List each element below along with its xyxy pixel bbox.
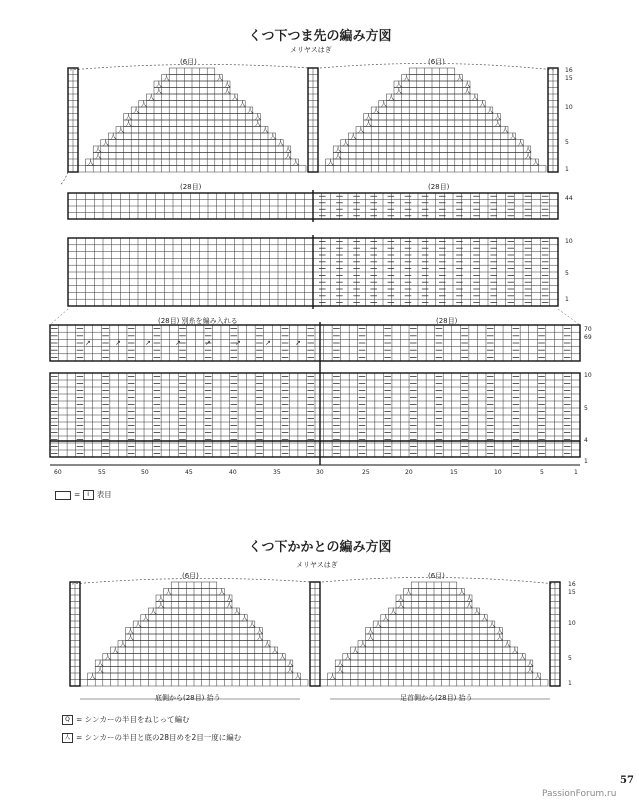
decrease-mark: 人 — [286, 659, 294, 668]
decrease-mark: 人 — [524, 145, 532, 154]
decrease-mark: 人 — [261, 126, 269, 135]
decrease-mark: 人 — [119, 640, 127, 649]
decrease-mark: 人 — [256, 627, 264, 636]
decrease-mark: 人 — [277, 139, 285, 148]
decrease-mark: 人 — [286, 666, 294, 675]
decrease-mark: 人 — [284, 145, 292, 154]
decrease-mark: 人 — [519, 653, 527, 662]
decrease-mark: 人 — [397, 594, 405, 603]
decrease-mark: 人 — [526, 666, 534, 675]
decrease-mark: 人 — [269, 132, 277, 141]
decrease-mark: 人 — [284, 152, 292, 161]
decrease-mark: 人 — [397, 601, 405, 610]
decrease-mark: 人 — [256, 633, 264, 642]
decrease-mark: 人 — [357, 126, 365, 135]
decrease-mark: 人 — [231, 93, 239, 102]
decrease-mark: 人 — [279, 653, 287, 662]
legend-twist — [62, 714, 189, 725]
decrease-mark: 人 — [471, 93, 479, 102]
decrease-mark: 人 — [248, 620, 256, 629]
row-label: 44 — [565, 195, 573, 202]
decrease-mark: 人 — [465, 601, 473, 610]
decrease-mark: 人 — [155, 87, 163, 96]
col-label: 50 — [141, 469, 149, 476]
toe-graft-label: メリヤスはぎ — [290, 46, 332, 54]
decrease-mark: 人 — [465, 594, 473, 603]
decrease-mark: 人 — [96, 659, 104, 668]
decrease-mark: 人 — [494, 113, 502, 122]
decrease-mark: 人 — [479, 100, 487, 109]
decrease-mark: 人 — [109, 132, 117, 141]
waste-yarn-mark: ↗ — [235, 339, 241, 347]
col-label: 35 — [273, 469, 281, 476]
decrease-mark: 人 — [517, 139, 525, 148]
decrease-mark: 人 — [532, 158, 540, 167]
legend-k2tog-text: = シンカーの半目と底の28目めを2目一度に編む — [76, 733, 242, 742]
decrease-mark: 人 — [157, 601, 165, 610]
legend-k2tog — [62, 732, 241, 743]
row-label: 10 — [565, 104, 573, 111]
row-label: 10 — [584, 372, 592, 379]
decrease-mark: 人 — [142, 614, 150, 623]
site-watermark: PassionForum.ru — [542, 789, 617, 799]
col-label: 55 — [98, 469, 106, 476]
decrease-mark: 人 — [336, 659, 344, 668]
decrease-mark: 人 — [165, 588, 173, 597]
decrease-mark: 人 — [496, 633, 504, 642]
decrease-mark: 人 — [342, 139, 350, 148]
heel-bottom-left: 底側から(28目) 拾う — [155, 694, 221, 702]
waste-yarn-mark: ↗ — [295, 339, 301, 347]
row-label: 5 — [565, 270, 569, 277]
heel-graft-label: メリヤスはぎ — [296, 561, 338, 569]
decrease-mark: 人 — [96, 666, 104, 675]
toe-chart-title: くつ下つま先の編み方図 — [248, 29, 392, 44]
row-label: 69 — [584, 334, 592, 341]
toe-6-right: (6目) — [428, 58, 445, 66]
legend-knit-text: 表目 — [96, 490, 112, 499]
decrease-mark: 人 — [349, 132, 357, 141]
decrease-mark: 人 — [334, 152, 342, 161]
decrease-mark: 人 — [246, 106, 254, 115]
heel-6-left: (6目) — [182, 572, 199, 580]
decrease-mark: 人 — [294, 672, 302, 681]
decrease-mark: 人 — [534, 672, 542, 681]
row-label: 5 — [584, 405, 588, 412]
row-label: 5 — [568, 655, 572, 662]
decrease-mark: 人 — [351, 646, 359, 655]
decrease-mark: 人 — [223, 80, 231, 89]
decrease-mark: 人 — [117, 126, 125, 135]
decrease-mark: 人 — [94, 152, 102, 161]
decrease-mark: 人 — [149, 607, 157, 616]
k2tog-symbol: 人 — [62, 733, 73, 743]
col-label: 45 — [185, 469, 193, 476]
waste-yarn-mark: ↗ — [205, 339, 211, 347]
decrease-mark: 人 — [241, 614, 249, 623]
waste-yarn-mark: ↗ — [115, 339, 121, 347]
decrease-mark: 人 — [367, 633, 375, 642]
decrease-mark: 人 — [526, 659, 534, 668]
col-label: 10 — [494, 469, 502, 476]
decrease-mark: 人 — [134, 620, 142, 629]
col-label: 20 — [405, 469, 413, 476]
decrease-mark: 人 — [233, 607, 241, 616]
row-label: 5 — [565, 139, 569, 146]
decrease-mark: 人 — [254, 119, 262, 128]
decrease-mark: 人 — [239, 100, 247, 109]
decrease-mark: 人 — [405, 588, 413, 597]
knit-symbol: I — [83, 490, 94, 500]
decrease-mark: 人 — [147, 93, 155, 102]
decrease-mark: 人 — [494, 119, 502, 128]
decrease-mark: 人 — [387, 93, 395, 102]
row-label: 4 — [584, 437, 588, 444]
waste-yarn-mark: ↗ — [145, 339, 151, 347]
decrease-mark: 人 — [365, 113, 373, 122]
decrease-mark: 人 — [104, 653, 112, 662]
decrease-mark: 人 — [372, 106, 380, 115]
waste-yarn-mark: ↗ — [85, 339, 91, 347]
decrease-mark: 人 — [374, 620, 382, 629]
row-label: 1 — [565, 296, 569, 303]
decrease-mark: 人 — [486, 106, 494, 115]
heel-triangle-right — [320, 582, 548, 686]
decrease-mark: 人 — [456, 74, 464, 83]
row-label: 16 — [565, 67, 573, 74]
toe-6-left: (6目) — [180, 58, 197, 66]
decrease-mark: 人 — [327, 158, 335, 167]
decrease-mark: 人 — [94, 145, 102, 154]
decrease-mark: 人 — [365, 119, 373, 128]
decrease-mark: 人 — [127, 633, 135, 642]
toe-triangle-left — [78, 68, 306, 172]
row-label: 15 — [565, 75, 573, 82]
row-label: 10 — [568, 620, 576, 627]
decrease-mark: 人 — [503, 640, 511, 649]
col-label: 25 — [362, 469, 370, 476]
decrease-mark: 人 — [509, 132, 517, 141]
decrease-mark: 人 — [218, 588, 226, 597]
col-label: 1 — [574, 469, 578, 476]
row-label: 1 — [568, 680, 572, 687]
heel-chart-title: くつ下かかとの編み方図 — [248, 540, 392, 555]
decrease-mark: 人 — [87, 158, 95, 167]
decrease-mark: 人 — [511, 646, 519, 655]
decrease-mark: 人 — [125, 113, 133, 122]
decrease-mark: 人 — [132, 106, 140, 115]
decrease-mark: 人 — [125, 119, 133, 128]
decrease-mark: 人 — [155, 80, 163, 89]
decrease-mark: 人 — [367, 627, 375, 636]
toe-28-lower: (28目) — [436, 317, 458, 325]
decrease-mark: 人 — [344, 653, 352, 662]
col-label: 30 — [316, 469, 324, 476]
col-label: 5 — [540, 469, 544, 476]
row-label: 15 — [568, 589, 576, 596]
decrease-mark: 人 — [163, 74, 171, 83]
waste-yarn-mark: ↗ — [175, 339, 181, 347]
decrease-mark: 人 — [395, 87, 403, 96]
waste-yarn-mark: ↗ — [265, 339, 271, 347]
legend-empty-box — [55, 491, 71, 500]
decrease-mark: 人 — [292, 158, 300, 167]
decrease-mark: 人 — [271, 646, 279, 655]
decrease-mark: 人 — [382, 614, 390, 623]
decrease-mark: 人 — [463, 80, 471, 89]
decrease-mark: 人 — [403, 74, 411, 83]
row-label: 1 — [565, 166, 569, 173]
heel-bottom-right: 足首側から(28目) 拾う — [400, 694, 473, 702]
decrease-mark: 人 — [216, 74, 224, 83]
row-label: 10 — [565, 238, 573, 245]
decrease-mark: 人 — [501, 126, 509, 135]
decrease-mark: 人 — [359, 640, 367, 649]
decrease-mark: 人 — [481, 614, 489, 623]
decrease-mark: 人 — [157, 594, 165, 603]
decrease-mark: 人 — [395, 80, 403, 89]
row-label: 70 — [584, 326, 592, 333]
decrease-mark: 人 — [263, 640, 271, 649]
decrease-mark: 人 — [329, 672, 337, 681]
col-label: 40 — [229, 469, 237, 476]
twist-symbol: Q — [62, 715, 73, 725]
col-label: 15 — [450, 469, 458, 476]
toe-triangle-right — [318, 68, 546, 172]
decrease-mark: 人 — [524, 152, 532, 161]
decrease-mark: 人 — [102, 139, 110, 148]
decrease-mark: 人 — [380, 100, 388, 109]
legend-knit: = I 表目 — [55, 489, 112, 500]
decrease-mark: 人 — [223, 87, 231, 96]
decrease-mark: 人 — [140, 100, 148, 109]
row-label: 1 — [584, 458, 588, 465]
toe-28-right: (28目) — [428, 183, 450, 191]
decrease-mark: 人 — [463, 87, 471, 96]
page-number: 57 — [620, 775, 634, 786]
toe-28-left: (28目) — [180, 183, 202, 191]
decrease-mark: 人 — [127, 627, 135, 636]
decrease-mark: 人 — [89, 672, 97, 681]
decrease-mark: 人 — [225, 594, 233, 603]
decrease-mark: 人 — [111, 646, 119, 655]
legend-twist-text: = シンカーの半目をねじって編む — [76, 715, 190, 724]
decrease-mark: 人 — [488, 620, 496, 629]
decrease-mark: 人 — [334, 145, 342, 154]
decrease-mark: 人 — [336, 666, 344, 675]
row-label: 16 — [568, 581, 576, 588]
heel-6-right: (6目) — [428, 572, 445, 580]
decrease-mark: 人 — [254, 113, 262, 122]
heel-triangle-left — [80, 582, 308, 686]
col-label: 60 — [54, 469, 62, 476]
decrease-mark: 人 — [458, 588, 466, 597]
decrease-mark: 人 — [389, 607, 397, 616]
decrease-mark: 人 — [473, 607, 481, 616]
decrease-mark: 人 — [225, 601, 233, 610]
decrease-mark: 人 — [496, 627, 504, 636]
toe-28-waste-yarn: (28目) 別糸を編み入れる — [158, 317, 238, 325]
